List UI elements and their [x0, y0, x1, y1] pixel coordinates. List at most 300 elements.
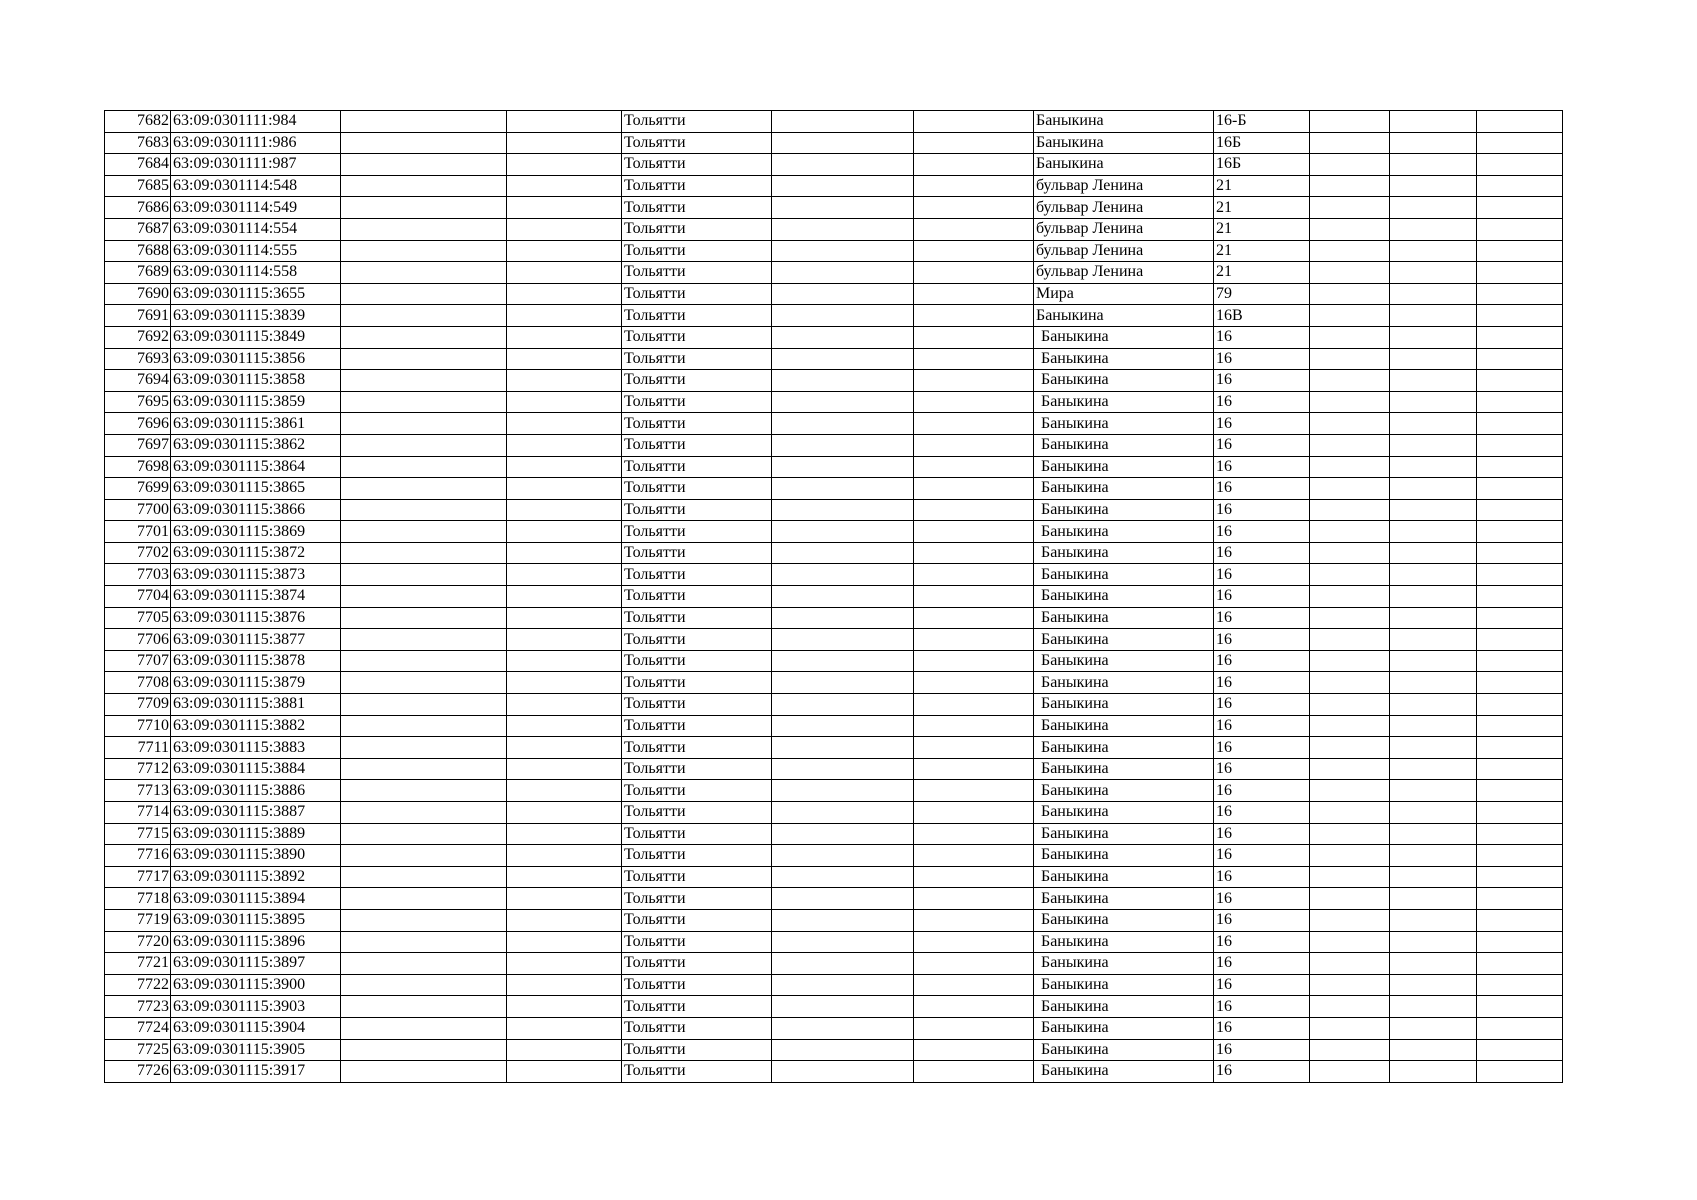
- empty-cell: [1477, 823, 1563, 845]
- empty-cell: [507, 1017, 622, 1039]
- city-cell: Тольятти: [622, 909, 772, 931]
- cadastral-number-cell: 63:09:0301115:3894: [171, 888, 341, 910]
- city-cell: Тольятти: [622, 391, 772, 413]
- empty-cell: [772, 521, 914, 543]
- row-number-cell: 7704: [105, 586, 171, 608]
- table-row: [105, 197, 1563, 219]
- empty-cell: [772, 542, 914, 564]
- empty-cell: [341, 823, 507, 845]
- street-cell: Баныкина: [1034, 111, 1214, 133]
- empty-cell: [914, 197, 1034, 219]
- empty-cell: [1310, 456, 1390, 478]
- empty-cell: [341, 866, 507, 888]
- empty-cell: [1390, 370, 1477, 392]
- empty-cell: [1310, 132, 1390, 154]
- empty-cell: [1477, 240, 1563, 262]
- city-cell: Тольятти: [622, 283, 772, 305]
- empty-cell: [1310, 888, 1390, 910]
- empty-cell: [507, 370, 622, 392]
- empty-cell: [1390, 499, 1477, 521]
- street-cell: Баныкина: [1034, 629, 1214, 651]
- city-cell: Тольятти: [622, 996, 772, 1018]
- house-number-cell: 16: [1214, 909, 1310, 931]
- empty-cell: [1477, 305, 1563, 327]
- empty-cell: [1477, 802, 1563, 824]
- house-number-cell: 16: [1214, 586, 1310, 608]
- street-cell: Баныкина: [1034, 1017, 1214, 1039]
- house-number-cell: 16Б: [1214, 132, 1310, 154]
- empty-cell: [1477, 542, 1563, 564]
- row-number-cell: 7690: [105, 283, 171, 305]
- street-cell: бульвар Ленина: [1034, 197, 1214, 219]
- empty-cell: [1310, 542, 1390, 564]
- empty-cell: [914, 909, 1034, 931]
- empty-cell: [1390, 629, 1477, 651]
- street-cell: Баныкина: [1034, 996, 1214, 1018]
- empty-cell: [507, 629, 622, 651]
- table-row: [105, 456, 1563, 478]
- empty-cell: [772, 283, 914, 305]
- empty-cell: [914, 262, 1034, 284]
- empty-cell: [772, 672, 914, 694]
- empty-cell: [914, 175, 1034, 197]
- empty-cell: [507, 758, 622, 780]
- empty-cell: [1390, 262, 1477, 284]
- empty-cell: [507, 866, 622, 888]
- house-number-cell: 16: [1214, 1061, 1310, 1083]
- empty-cell: [772, 586, 914, 608]
- empty-cell: [772, 348, 914, 370]
- empty-cell: [772, 974, 914, 996]
- empty-cell: [341, 348, 507, 370]
- empty-cell: [1310, 521, 1390, 543]
- empty-cell: [1390, 694, 1477, 716]
- row-number-cell: 7695: [105, 391, 171, 413]
- empty-cell: [341, 456, 507, 478]
- empty-cell: [1390, 434, 1477, 456]
- house-number-cell: 16: [1214, 521, 1310, 543]
- empty-cell: [914, 132, 1034, 154]
- city-cell: Тольятти: [622, 305, 772, 327]
- empty-cell: [341, 931, 507, 953]
- city-cell: Тольятти: [622, 607, 772, 629]
- house-number-cell: 79: [1214, 283, 1310, 305]
- empty-cell: [1477, 132, 1563, 154]
- empty-cell: [1310, 434, 1390, 456]
- row-number-cell: 7724: [105, 1017, 171, 1039]
- table-row: [105, 996, 1563, 1018]
- empty-cell: [507, 996, 622, 1018]
- empty-cell: [507, 694, 622, 716]
- empty-cell: [1390, 456, 1477, 478]
- empty-cell: [772, 413, 914, 435]
- empty-cell: [1310, 953, 1390, 975]
- table-row: [105, 1017, 1563, 1039]
- cadastral-number-cell: 63:09:0301115:3856: [171, 348, 341, 370]
- house-number-cell: 16: [1214, 802, 1310, 824]
- table-row: [105, 175, 1563, 197]
- street-cell: Баныкина: [1034, 542, 1214, 564]
- house-number-cell: 16: [1214, 974, 1310, 996]
- empty-cell: [1477, 888, 1563, 910]
- cadastral-number-cell: 63:09:0301115:3861: [171, 413, 341, 435]
- street-cell: бульвар Ленина: [1034, 218, 1214, 240]
- empty-cell: [341, 629, 507, 651]
- empty-cell: [1310, 197, 1390, 219]
- empty-cell: [772, 197, 914, 219]
- street-cell: Баныкина: [1034, 866, 1214, 888]
- table-row: [105, 111, 1563, 133]
- empty-cell: [507, 802, 622, 824]
- empty-cell: [341, 132, 507, 154]
- street-cell: Баныкина: [1034, 456, 1214, 478]
- street-cell: Баныкина: [1034, 931, 1214, 953]
- empty-cell: [914, 283, 1034, 305]
- empty-cell: [341, 1061, 507, 1083]
- empty-cell: [1310, 694, 1390, 716]
- empty-cell: [341, 802, 507, 824]
- empty-cell: [341, 1039, 507, 1061]
- street-cell: Баныкина: [1034, 370, 1214, 392]
- empty-cell: [1310, 283, 1390, 305]
- table-row: [105, 823, 1563, 845]
- empty-cell: [772, 909, 914, 931]
- empty-cell: [1477, 262, 1563, 284]
- empty-cell: [1390, 1061, 1477, 1083]
- empty-cell: [341, 586, 507, 608]
- empty-cell: [1390, 111, 1477, 133]
- empty-cell: [341, 996, 507, 1018]
- empty-cell: [1390, 866, 1477, 888]
- empty-cell: [1310, 629, 1390, 651]
- empty-cell: [1310, 413, 1390, 435]
- street-cell: Баныкина: [1034, 909, 1214, 931]
- street-cell: Баныкина: [1034, 823, 1214, 845]
- empty-cell: [772, 823, 914, 845]
- empty-cell: [1390, 607, 1477, 629]
- cadastral-number-cell: 63:09:0301115:3904: [171, 1017, 341, 1039]
- data-table: [104, 110, 1563, 1083]
- cadastral-number-cell: 63:09:0301115:3905: [171, 1039, 341, 1061]
- empty-cell: [1477, 845, 1563, 867]
- empty-cell: [341, 434, 507, 456]
- empty-cell: [1390, 845, 1477, 867]
- house-number-cell: 16: [1214, 478, 1310, 500]
- row-number-cell: 7719: [105, 909, 171, 931]
- empty-cell: [914, 413, 1034, 435]
- empty-cell: [341, 737, 507, 759]
- empty-cell: [507, 586, 622, 608]
- empty-cell: [1310, 715, 1390, 737]
- city-cell: Тольятти: [622, 737, 772, 759]
- row-number-cell: 7709: [105, 694, 171, 716]
- city-cell: Тольятти: [622, 175, 772, 197]
- empty-cell: [1310, 586, 1390, 608]
- house-number-cell: 16: [1214, 499, 1310, 521]
- row-number-cell: 7706: [105, 629, 171, 651]
- cadastral-number-cell: 63:09:0301115:3889: [171, 823, 341, 845]
- empty-cell: [1390, 1039, 1477, 1061]
- table-row: [105, 326, 1563, 348]
- empty-cell: [1310, 175, 1390, 197]
- empty-cell: [1477, 499, 1563, 521]
- empty-cell: [914, 737, 1034, 759]
- empty-cell: [1390, 931, 1477, 953]
- empty-cell: [1390, 132, 1477, 154]
- city-cell: Тольятти: [622, 218, 772, 240]
- empty-cell: [1390, 996, 1477, 1018]
- empty-cell: [341, 499, 507, 521]
- city-cell: Тольятти: [622, 478, 772, 500]
- city-cell: Тольятти: [622, 650, 772, 672]
- empty-cell: [1310, 499, 1390, 521]
- cadastral-number-cell: 63:09:0301115:3903: [171, 996, 341, 1018]
- table-row: [105, 283, 1563, 305]
- empty-cell: [772, 650, 914, 672]
- street-cell: Баныкина: [1034, 499, 1214, 521]
- house-number-cell: 21: [1214, 262, 1310, 284]
- empty-cell: [914, 348, 1034, 370]
- table-row: [105, 672, 1563, 694]
- table-row: [105, 564, 1563, 586]
- empty-cell: [1477, 434, 1563, 456]
- house-number-cell: 16: [1214, 456, 1310, 478]
- empty-cell: [914, 607, 1034, 629]
- empty-cell: [341, 218, 507, 240]
- row-number-cell: 7722: [105, 974, 171, 996]
- empty-cell: [1477, 953, 1563, 975]
- city-cell: Тольятти: [622, 931, 772, 953]
- table-row: [105, 650, 1563, 672]
- empty-cell: [914, 953, 1034, 975]
- street-cell: Баныкина: [1034, 888, 1214, 910]
- empty-cell: [914, 521, 1034, 543]
- street-cell: Баныкина: [1034, 694, 1214, 716]
- empty-cell: [772, 111, 914, 133]
- empty-cell: [772, 607, 914, 629]
- empty-cell: [507, 564, 622, 586]
- table-row: [105, 542, 1563, 564]
- empty-cell: [914, 370, 1034, 392]
- empty-cell: [772, 326, 914, 348]
- empty-cell: [507, 607, 622, 629]
- empty-cell: [1310, 607, 1390, 629]
- empty-cell: [1310, 154, 1390, 176]
- house-number-cell: 21: [1214, 218, 1310, 240]
- empty-cell: [1390, 758, 1477, 780]
- empty-cell: [1477, 218, 1563, 240]
- street-cell: бульвар Ленина: [1034, 240, 1214, 262]
- row-number-cell: 7710: [105, 715, 171, 737]
- empty-cell: [914, 218, 1034, 240]
- row-number-cell: 7684: [105, 154, 171, 176]
- empty-cell: [1310, 650, 1390, 672]
- empty-cell: [1310, 672, 1390, 694]
- empty-cell: [772, 1017, 914, 1039]
- empty-cell: [1477, 866, 1563, 888]
- house-number-cell: 16: [1214, 326, 1310, 348]
- empty-cell: [507, 132, 622, 154]
- cadastral-number-cell: 63:09:0301115:3895: [171, 909, 341, 931]
- house-number-cell: 16: [1214, 370, 1310, 392]
- cadastral-number-cell: 63:09:0301115:3876: [171, 607, 341, 629]
- empty-cell: [1310, 845, 1390, 867]
- table-row: [105, 478, 1563, 500]
- empty-cell: [1477, 413, 1563, 435]
- street-cell: Баныкина: [1034, 737, 1214, 759]
- house-number-cell: 16: [1214, 413, 1310, 435]
- empty-cell: [341, 154, 507, 176]
- city-cell: Тольятти: [622, 888, 772, 910]
- row-number-cell: 7714: [105, 802, 171, 824]
- empty-cell: [1310, 974, 1390, 996]
- empty-cell: [772, 931, 914, 953]
- empty-cell: [507, 175, 622, 197]
- house-number-cell: 16: [1214, 996, 1310, 1018]
- street-cell: Баныкина: [1034, 1061, 1214, 1083]
- house-number-cell: 16: [1214, 758, 1310, 780]
- table-row: [105, 866, 1563, 888]
- empty-cell: [914, 1017, 1034, 1039]
- row-number-cell: 7686: [105, 197, 171, 219]
- empty-cell: [507, 154, 622, 176]
- empty-cell: [341, 197, 507, 219]
- cadastral-number-cell: 63:09:0301114:558: [171, 262, 341, 284]
- empty-cell: [1477, 1017, 1563, 1039]
- empty-cell: [507, 434, 622, 456]
- empty-cell: [1310, 1061, 1390, 1083]
- empty-cell: [772, 564, 914, 586]
- empty-cell: [341, 607, 507, 629]
- empty-cell: [507, 780, 622, 802]
- city-cell: Тольятти: [622, 564, 772, 586]
- row-number-cell: 7694: [105, 370, 171, 392]
- empty-cell: [1390, 283, 1477, 305]
- city-cell: Тольятти: [622, 197, 772, 219]
- row-number-cell: 7726: [105, 1061, 171, 1083]
- city-cell: Тольятти: [622, 132, 772, 154]
- empty-cell: [507, 823, 622, 845]
- city-cell: Тольятти: [622, 866, 772, 888]
- empty-cell: [914, 1061, 1034, 1083]
- empty-cell: [1390, 391, 1477, 413]
- cadastral-number-cell: 63:09:0301115:3655: [171, 283, 341, 305]
- empty-cell: [1310, 996, 1390, 1018]
- empty-cell: [341, 715, 507, 737]
- city-cell: Тольятти: [622, 953, 772, 975]
- street-cell: Баныкина: [1034, 305, 1214, 327]
- street-cell: Баныкина: [1034, 348, 1214, 370]
- empty-cell: [1310, 305, 1390, 327]
- empty-cell: [1477, 154, 1563, 176]
- city-cell: Тольятти: [622, 1017, 772, 1039]
- cadastral-number-cell: 63:09:0301114:555: [171, 240, 341, 262]
- row-number-cell: 7725: [105, 1039, 171, 1061]
- empty-cell: [341, 240, 507, 262]
- empty-cell: [1310, 564, 1390, 586]
- empty-cell: [341, 888, 507, 910]
- table-row: [105, 305, 1563, 327]
- table-row: [105, 586, 1563, 608]
- empty-cell: [914, 888, 1034, 910]
- empty-cell: [341, 909, 507, 931]
- empty-cell: [507, 974, 622, 996]
- empty-cell: [914, 931, 1034, 953]
- empty-cell: [914, 715, 1034, 737]
- street-cell: Баныкина: [1034, 953, 1214, 975]
- empty-cell: [1390, 909, 1477, 931]
- house-number-cell: 16: [1214, 888, 1310, 910]
- empty-cell: [507, 650, 622, 672]
- empty-cell: [507, 1039, 622, 1061]
- empty-cell: [1310, 780, 1390, 802]
- empty-cell: [772, 305, 914, 327]
- empty-cell: [772, 996, 914, 1018]
- cadastral-number-cell: 63:09:0301114:554: [171, 218, 341, 240]
- row-number-cell: 7689: [105, 262, 171, 284]
- empty-cell: [1477, 737, 1563, 759]
- empty-cell: [914, 305, 1034, 327]
- table-row: [105, 413, 1563, 435]
- cadastral-number-cell: 63:09:0301115:3883: [171, 737, 341, 759]
- empty-cell: [1477, 348, 1563, 370]
- street-cell: Баныкина: [1034, 521, 1214, 543]
- empty-cell: [1477, 607, 1563, 629]
- table-row: [105, 694, 1563, 716]
- empty-cell: [772, 391, 914, 413]
- empty-cell: [507, 218, 622, 240]
- empty-cell: [1390, 326, 1477, 348]
- empty-cell: [914, 456, 1034, 478]
- table-row: [105, 391, 1563, 413]
- cadastral-number-cell: 63:09:0301115:3886: [171, 780, 341, 802]
- empty-cell: [1477, 931, 1563, 953]
- cadastral-number-cell: 63:09:0301115:3878: [171, 650, 341, 672]
- empty-cell: [341, 175, 507, 197]
- empty-cell: [1390, 154, 1477, 176]
- city-cell: Тольятти: [622, 154, 772, 176]
- empty-cell: [1310, 391, 1390, 413]
- street-cell: Баныкина: [1034, 434, 1214, 456]
- empty-cell: [772, 478, 914, 500]
- empty-cell: [1310, 1017, 1390, 1039]
- empty-cell: [1390, 780, 1477, 802]
- street-cell: Баныкина: [1034, 326, 1214, 348]
- empty-cell: [1390, 478, 1477, 500]
- cadastral-number-cell: 63:09:0301115:3896: [171, 931, 341, 953]
- empty-cell: [772, 262, 914, 284]
- table-row: [105, 629, 1563, 651]
- empty-cell: [507, 737, 622, 759]
- house-number-cell: 16: [1214, 434, 1310, 456]
- row-number-cell: 7687: [105, 218, 171, 240]
- empty-cell: [507, 111, 622, 133]
- cadastral-number-cell: 63:09:0301115:3849: [171, 326, 341, 348]
- empty-cell: [507, 888, 622, 910]
- empty-cell: [1477, 758, 1563, 780]
- empty-cell: [341, 974, 507, 996]
- house-number-cell: 21: [1214, 175, 1310, 197]
- empty-cell: [341, 283, 507, 305]
- row-number-cell: 7717: [105, 866, 171, 888]
- empty-cell: [1477, 996, 1563, 1018]
- row-number-cell: 7698: [105, 456, 171, 478]
- empty-cell: [1390, 218, 1477, 240]
- empty-cell: [1390, 175, 1477, 197]
- empty-cell: [1390, 564, 1477, 586]
- empty-cell: [1310, 737, 1390, 759]
- empty-cell: [341, 111, 507, 133]
